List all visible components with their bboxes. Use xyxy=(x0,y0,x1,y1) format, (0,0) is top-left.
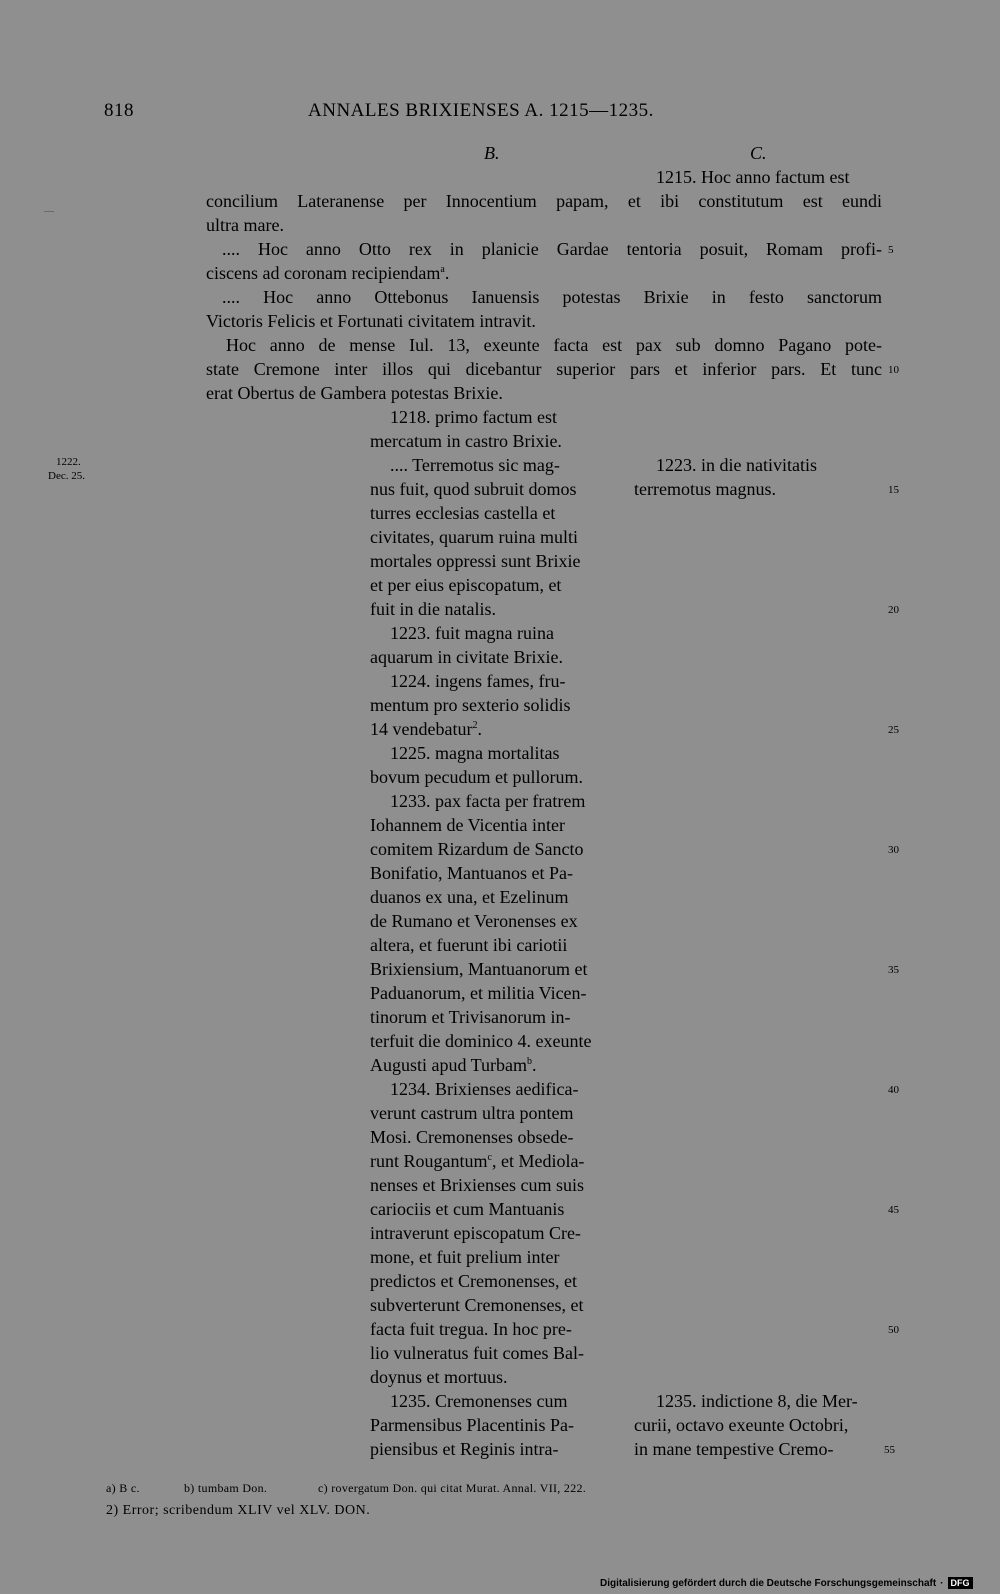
footnote-ref-b: b xyxy=(527,1056,533,1067)
column-b-line: altera, et fuerunt ibi cariotii xyxy=(370,935,568,955)
column-b-line: civitates, quarum ruina multi xyxy=(370,527,578,547)
line-number: 15 xyxy=(888,484,899,496)
column-b-line: Bonifatio, Mantuanos et Pa- xyxy=(370,863,573,883)
text-line: 1215. Hoc anno factum est xyxy=(656,167,850,187)
line-number: 35 xyxy=(888,964,899,976)
column-b-line: nus fuit, quod subruit domos xyxy=(370,479,577,499)
column-b-line: predictos et Cremonenses, et xyxy=(370,1271,577,1291)
column-b-line: lio vulneratus fuit comes Bal- xyxy=(370,1343,584,1363)
column-b-line: mone, et fuit prelium inter xyxy=(370,1247,560,1267)
column-b-line: cariociis et cum Mantuanis xyxy=(370,1199,565,1219)
line-number: 45 xyxy=(888,1204,899,1216)
footnote-ref-2: 2 xyxy=(472,720,478,731)
column-b-line: subverterunt Cremonenses, et xyxy=(370,1295,584,1315)
footnote-ref-c: c xyxy=(487,1152,492,1163)
text-line: concilium Lateranense per Innocentium papam, et ibi constitutum est eundi xyxy=(206,191,882,211)
column-head-c: C. xyxy=(750,143,767,163)
column-b-line: et per eius episcopatum, et xyxy=(370,575,562,595)
margin-mark xyxy=(44,211,54,212)
text-line: erat Obertus de Gambera potestas Brixie. xyxy=(206,383,503,403)
column-b-line-content: runt Rougantum xyxy=(370,1151,488,1171)
line-number: 20 xyxy=(888,604,899,616)
page-number: 818 xyxy=(104,100,134,121)
line-number: 10 xyxy=(888,364,899,376)
column-b-line: terfuit die dominico 4. exeunte xyxy=(370,1031,592,1051)
text-line: ciscens ad coronam recipiendam$^a$. xyxy=(206,263,450,283)
credit-separator: · xyxy=(940,1577,944,1589)
column-b-line: facta fuit tregua. In hoc pre- xyxy=(370,1319,572,1339)
column-b-line: comitem Rizardum de Sancto xyxy=(370,839,584,859)
column-b-line: 1235. Cremonenses cum xyxy=(390,1391,568,1411)
column-b-line: de Rumano et Veronenses ex xyxy=(370,911,578,931)
footnote-2: 2) Error; scribendum XLIV vel XLV. DON. xyxy=(106,1503,371,1518)
column-b-line: piensibus et Reginis intra- xyxy=(370,1439,559,1459)
running-title: ANNALES BRIXIENSES A. 1215—1235. xyxy=(308,100,654,121)
footnote-b: b) tumbam Don. xyxy=(184,1481,268,1495)
column-b-line: mentum pro sexterio solidis xyxy=(370,695,571,715)
column-b-line: intraverunt episcopatum Cre- xyxy=(370,1223,581,1243)
text-line: Victoris Felicis et Fortunati civitatem intravit. xyxy=(206,311,536,331)
column-b-line: fuit in die natalis. xyxy=(370,599,496,619)
column-c-line: in mane tempestive Cremo- xyxy=(634,1439,834,1459)
column-b-line: mercatum in castro Brixie. xyxy=(370,431,562,451)
column-b-line: 1218. primo factum est xyxy=(390,407,557,427)
column-b-line: Brixiensium, Mantuanorum et xyxy=(370,959,588,979)
text-line: Hoc anno de mense Iul. 13, exeunte facta est pax sub domno Pagano pote- xyxy=(226,335,882,355)
text-line: ultra mare. xyxy=(206,215,284,235)
column-b-line-content: , et Mediola- xyxy=(491,1151,585,1171)
column-b-line: duanos ex una, et Ezelinum xyxy=(370,887,569,907)
line-number: 50 xyxy=(888,1324,899,1336)
text-line: .... Hoc anno Otto rex in planicie Gardae tentoria posuit, Romam profi- xyxy=(222,239,882,259)
line-number: 40 xyxy=(888,1084,899,1096)
column-b-line: 1224. ingens fames, fru- xyxy=(390,671,566,691)
column-b-line: 1225. magna mortalitas xyxy=(390,743,560,763)
column-b-line: aquarum in civitate Brixie. xyxy=(370,647,563,667)
column-c-line: terremotus magnus. xyxy=(634,479,776,499)
side-note-year: 1222. xyxy=(56,456,81,468)
line-number: 5 xyxy=(888,244,894,256)
column-b-line: nenses et Brixienses cum suis xyxy=(370,1175,584,1195)
text-line: state Cremone inter illos qui dicebantur superior pars et inferior pars. Et tunc xyxy=(206,359,882,379)
column-b-line: 1233. pax facta per fratrem xyxy=(390,791,586,811)
line-number: 25 xyxy=(888,724,899,736)
credit-text: Digitalisierung gefördert durch die Deutsche Forschungsgemeinschaft xyxy=(600,1577,937,1589)
column-b-line: turres ecclesias castella et xyxy=(370,503,556,523)
column-b-line: 1234. Brixienses aedifica- xyxy=(390,1079,579,1099)
column-b-line: Augusti apud Turbam$^b$. xyxy=(370,1055,537,1075)
column-b-line: doynus et mortuus. xyxy=(370,1367,508,1387)
column-b-line: Paduanorum, et militia Vicen- xyxy=(370,983,587,1003)
column-c-line: 1235. indictione 8, die Mer- xyxy=(656,1391,858,1411)
side-note-date: Dec. 25. xyxy=(48,470,85,482)
footnote-c: c) rovergatum Don. qui citat Murat. Annal. VII, 222. xyxy=(318,1481,587,1495)
column-b-line-content: 14 vendebatur xyxy=(370,719,473,739)
column-b-line: Mosi. Cremonenses obsede- xyxy=(370,1127,574,1147)
column-b-line xyxy=(370,1149,584,1173)
text-line: .... Hoc anno Ottebonus Ianuensis potestas Brixie in festo sanctorum xyxy=(222,287,882,307)
column-b-line: bovum pecudum et pullorum. xyxy=(370,767,583,787)
column-b-line: mortales oppressi sunt Brixie xyxy=(370,551,581,571)
column-c-line: curii, octavo exeunte Octobri, xyxy=(634,1415,849,1435)
column-c-line: 1223. in die nativitatis xyxy=(656,455,817,475)
column-b-line: .... Terremotus sic mag- xyxy=(390,455,560,475)
column-b-line: tinorum et Trivisanorum in- xyxy=(370,1007,571,1027)
column-b-line: verunt castrum ultra pontem xyxy=(370,1103,574,1123)
column-head-b: B. xyxy=(484,143,500,163)
line-number: 55 xyxy=(884,1444,895,1456)
footnote-ref-a: a xyxy=(440,264,445,275)
column-b-line: Parmensibus Placentinis Pa- xyxy=(370,1415,574,1435)
column-b-line: 14 vendebatur$^2$. xyxy=(370,719,482,739)
column-b-line-content: Augusti apud Turbam xyxy=(370,1055,528,1075)
column-b-line: Iohannem de Vicentia inter xyxy=(370,815,566,835)
digitization-credit xyxy=(600,1576,973,1590)
footnote-a: a) B c. xyxy=(106,1481,140,1495)
text-line-content: ciscens ad coronam recipiendam xyxy=(206,263,441,283)
column-b-line: 1223. fuit magna ruina xyxy=(390,623,554,643)
line-number: 30 xyxy=(888,844,899,856)
dfg-logo: DFG xyxy=(948,1577,973,1589)
